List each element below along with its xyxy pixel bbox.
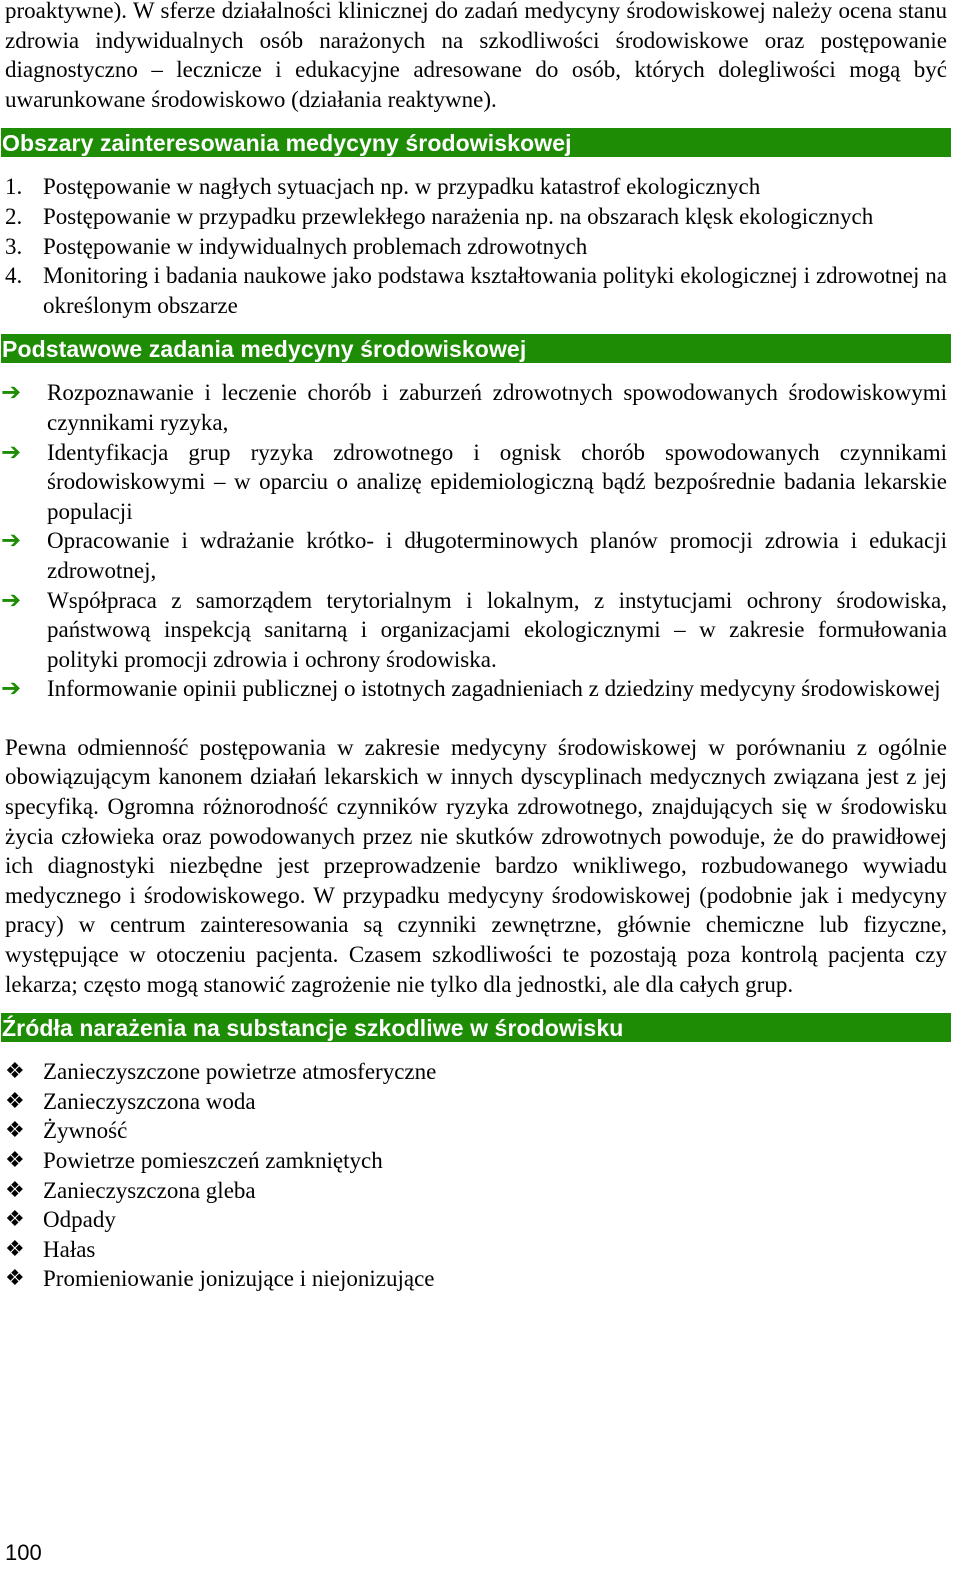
list-item — [5, 1176, 947, 1206]
list-item — [5, 1057, 947, 1087]
list-item-text: Powietrze pomieszczeń zamkniętych — [43, 1148, 383, 1173]
list-item-text: Identyfikacja grup ryzyka zdrowotnego i ognisk chorób spowodowanych czynnikami środowiskowymi – w oparciu o analizę epidemiologiczną bądź bezpośrednie badania lekarskie populacji — [47, 439, 947, 524]
list-item — [5, 261, 947, 320]
page-number: 100 — [5, 1540, 42, 1565]
list-item-text: Rozpoznawanie i leczenie chorób i zaburzeń zdrowotnych spowodowanych środowiskowymi czynnikami ryzyka, — [47, 380, 947, 435]
list-item — [1, 526, 947, 585]
diamond-bullet-icon: ❖ — [5, 1059, 25, 1085]
list-item-text: Promieniowanie jonizujące i niejonizujące — [43, 1266, 435, 1292]
tasks-list — [1, 378, 947, 704]
list-item — [1, 674, 947, 704]
diamond-bullet-icon: ❖ — [5, 1236, 25, 1262]
list-item — [5, 1116, 947, 1146]
list-item-text: Postępowanie w przypadku przewlekłego narażenia np. na obszarach klęsk ekologicznych — [43, 203, 874, 229]
section-heading-sources: Źródła narażenia na substancje szkodliwe w środowisku — [1, 1013, 951, 1042]
list-item — [1, 437, 947, 527]
list-item — [5, 1205, 947, 1235]
list-item-text: Monitoring i badania naukowe jako podstawa kształtowania polityki ekologicznej i zdrowotnej na określonym obszarze — [43, 263, 947, 318]
intro-paragraph: proaktywne). W sferze działalności klinicznej do zadań medycyny środowiskowej należy ocena stanu zdrowia indywidualnych osób narażonych na szkodliwości środowiskowe oraz postępowanie diagnostyczno – lecznicze i edukacyjne adresowane do osób, których dolegliwości mogą być uwarunkowane środowiskowo (działania reaktywne). — [5, 0, 947, 112]
document-page — [1, 0, 947, 1294]
diamond-bullet-icon: ❖ — [5, 1118, 25, 1144]
arrow-right-icon: ➔ — [1, 585, 22, 614]
list-number: 4. — [5, 263, 23, 289]
sources-list — [5, 1057, 947, 1294]
list-item — [5, 1235, 947, 1265]
list-item-text: Zanieczyszczona woda — [43, 1088, 256, 1114]
list-item-text: Opracowanie i wdrażanie krótko- i długoterminowych planów promocji zdrowia i edukacji zdrowotnej, — [47, 528, 947, 583]
list-item-text: Zanieczyszczone powietrze atmosferyczne — [43, 1059, 437, 1085]
arrow-right-icon: ➔ — [1, 378, 22, 407]
list-number: 1. — [5, 174, 23, 200]
section-heading-tasks: Podstawowe zadania medycyny środowiskowej — [1, 334, 951, 363]
list-item-text: Zanieczyszczona gleba — [43, 1177, 256, 1203]
list-item — [5, 1087, 947, 1117]
list-item-text: Żywność — [43, 1118, 128, 1144]
arrow-right-icon: ➔ — [1, 674, 22, 703]
list-item — [5, 1146, 947, 1176]
section-heading-areas: Obszary zainteresowania medycyny środowiskowej — [1, 128, 951, 157]
list-item — [1, 378, 947, 437]
list-item-text: Informowanie opinii publicznej o istotnych zagadnieniach z dziedziny medycyny środowiskowej — [47, 676, 941, 702]
diamond-bullet-icon: ❖ — [5, 1266, 25, 1292]
list-item-text: Odpady — [43, 1207, 116, 1233]
diamond-bullet-icon: ❖ — [5, 1177, 25, 1203]
list-item-text: Postępowanie w indywidualnych problemach zdrowotnych — [43, 233, 588, 259]
diamond-bullet-icon: ❖ — [5, 1088, 25, 1114]
list-item-text: Hałas — [43, 1236, 96, 1262]
list-item-text: Postępowanie w nagłych sytuacjach np. w przypadku katastrof ekologicznych — [43, 174, 761, 200]
body-paragraph: Pewna odmienność postępowania w zakresie medycyny środowiskowej w porównaniu z ogólnie obowiązującym kanonem działań lekarskich w innych dyscyplinach medycznych związana jest z jej specyfiką. Ogromna różnorodność czynników ryzyka zdrowotnego, znajdujących się w środowisku życia człowieka oraz powodowanych przez nie skutków zdrowotnych powoduje, że do prawidłowej ich diagnostyki niezbędne jest przeprowadzenie bardzo wnikliwego, rozbudowanego wywiadu medycznego i środowiskowego. W przypadku medycyny środowiskowej (podobnie jak i medycyny pracy) w centrum zainteresowania są czynniki zewnętrzne, głównie chemiczne lub fizyczne, występujące w otoczeniu pacjenta. Czasem szkodliwości te pozostają poza kontrolą pacjenta czy lekarza; często mogą stanowić zagrożenie nie tylko dla jednostki, ale dla całych grup. — [5, 734, 947, 997]
list-item — [1, 585, 947, 675]
list-number: 3. — [5, 233, 23, 259]
list-number: 2. — [5, 203, 23, 229]
diamond-bullet-icon: ❖ — [5, 1148, 25, 1173]
diamond-bullet-icon: ❖ — [5, 1207, 25, 1233]
arrow-right-icon: ➔ — [1, 526, 22, 555]
list-item — [5, 172, 947, 202]
arrow-right-icon: ➔ — [1, 437, 22, 466]
list-item — [5, 1264, 947, 1294]
list-item — [5, 232, 947, 262]
areas-list — [5, 172, 947, 320]
list-item-text: Współpraca z samorządem terytorialnym i lokalnym, z instytucjami ochrony środowiska, państwową inspekcją sanitarną i organizacjami ekologicznymi – w zakresie formułowania polityki promocji zdrowia i ochrony środowiska. — [47, 587, 947, 672]
list-item — [5, 202, 947, 232]
